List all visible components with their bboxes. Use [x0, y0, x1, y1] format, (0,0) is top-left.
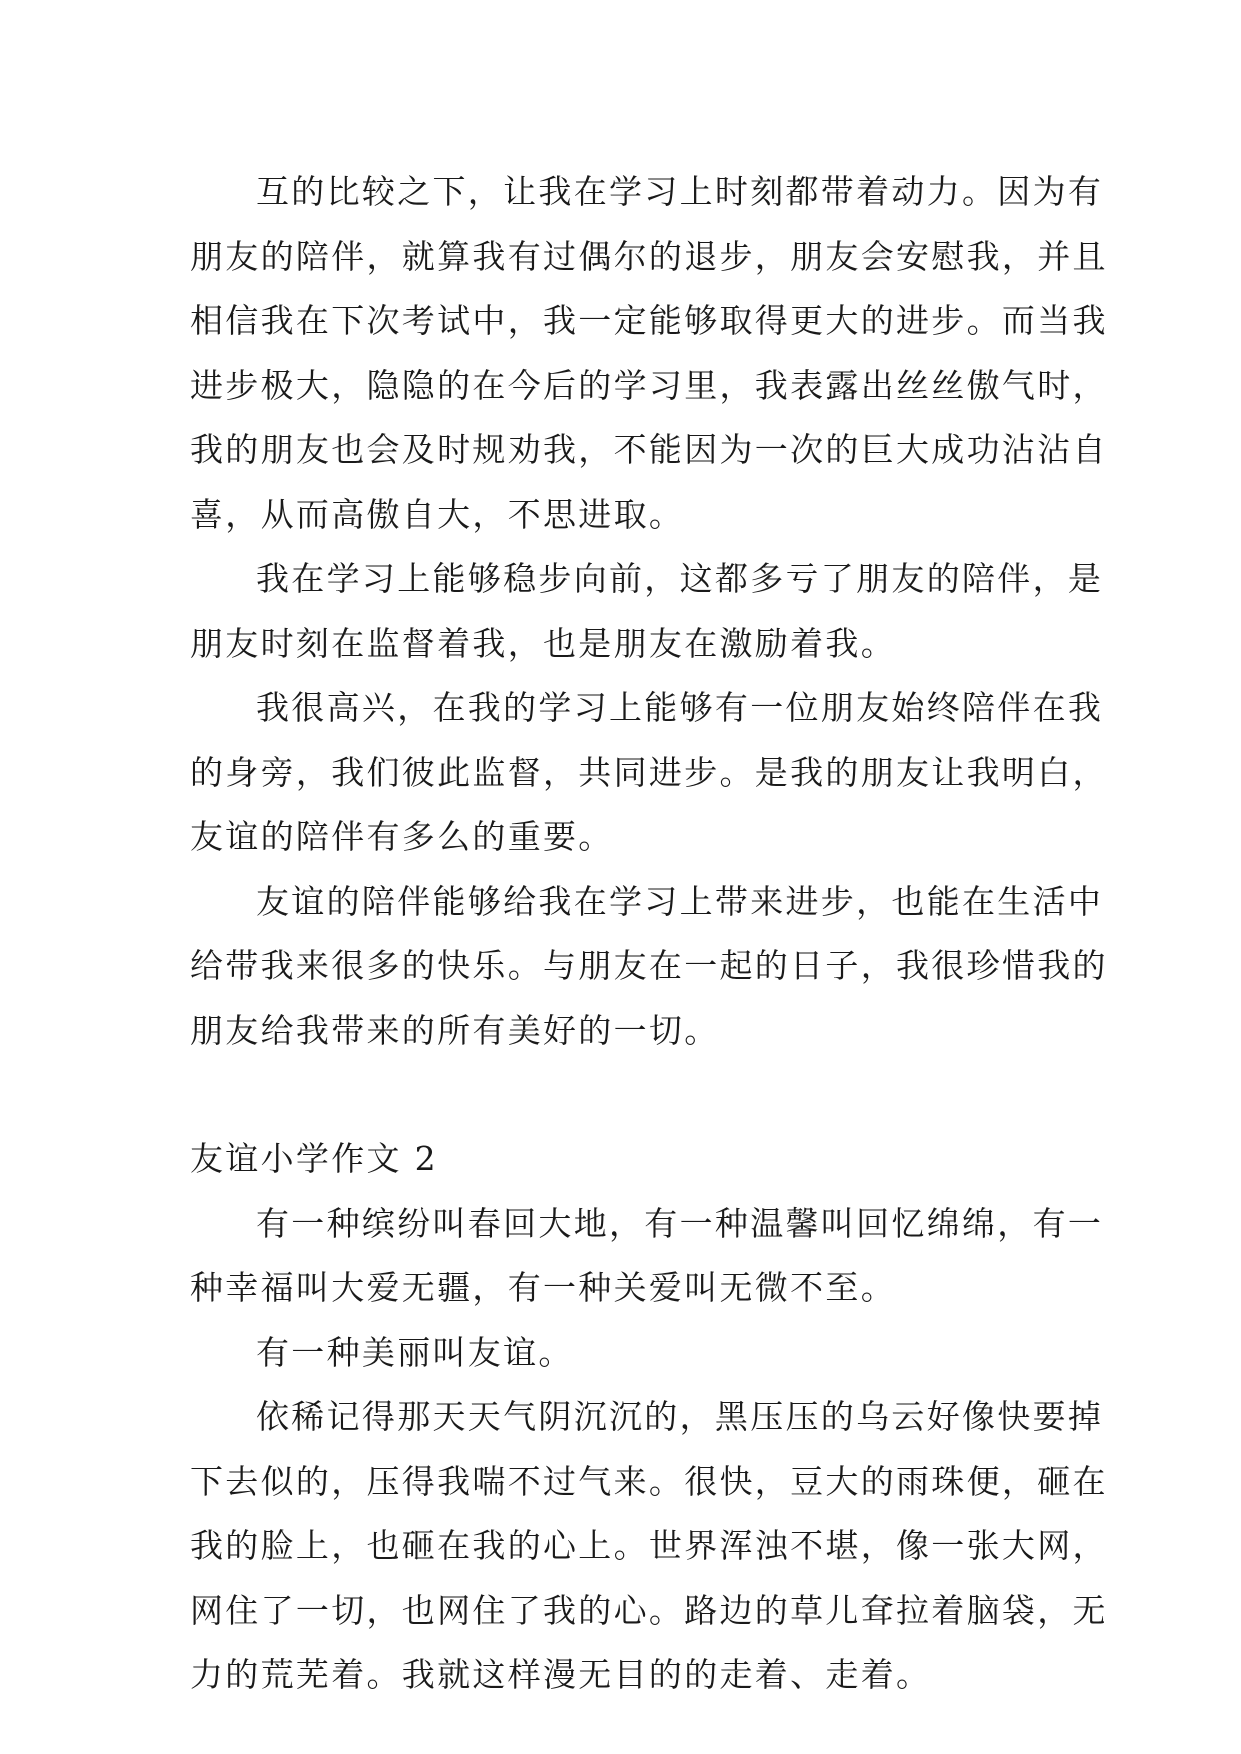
- text-line: 我很高兴，在我的学习上能够有一位朋友始终陪伴在我: [256, 688, 1104, 727]
- text-line: 种幸福叫大爱无疆，有一种关爱叫无微不至。: [190, 1268, 896, 1307]
- paragraph: [190, 870, 1108, 1064]
- text-line: 的身旁，我们彼此监督，共同进步。是我的朋友让我明白，: [190, 752, 1108, 792]
- paragraph: [190, 1321, 1056, 1386]
- text-line: 有一种美丽叫友谊。: [256, 1332, 574, 1372]
- text-line: 给带我来很多的快乐。与朋友在一起的日子，我很珍惜我的: [190, 946, 1108, 985]
- text-line: 有一种缤纷叫春回大地，有一种温馨叫回忆绵绵，有一: [256, 1203, 1104, 1243]
- text-line: 我的脸上，也砸在我的心上。世界浑浊不堪，像一张大网，: [190, 1526, 1108, 1565]
- text-line: 友谊的陪伴能够给我在学习上带来进步，也能在生活中: [256, 881, 1104, 921]
- text-line: 网住了一切，也网住了我的心。路边的草儿耷拉着脑袋，无: [190, 1590, 1108, 1630]
- text-line: 力的荒芜着。我就这样漫无目的的走着、走着。: [190, 1655, 932, 1694]
- text-line: 依稀记得那天天气阴沉沉的，黑压压的乌云好像快要掉: [256, 1397, 1104, 1436]
- paragraph: [190, 1385, 1108, 1708]
- paragraph: [190, 1192, 1104, 1321]
- document-body: [190, 160, 1108, 1708]
- text-line: 互的比较之下，让我在学习上时刻都带着动力。因为有: [256, 172, 1104, 211]
- text-line: 友谊的陪伴有多么的重要。: [190, 817, 614, 856]
- section-heading: 友谊小学作文 2: [190, 1139, 438, 1178]
- text-line: 我的朋友也会及时规劝我，不能因为一次的巨大成功沾沾自: [190, 430, 1108, 469]
- paragraph: [190, 547, 1104, 676]
- text-line: 朋友给我带来的所有美好的一切。: [190, 1010, 720, 1050]
- paragraph: [190, 160, 1108, 547]
- text-line: 我在学习上能够稳步向前，这都多亏了朋友的陪伴，是: [256, 559, 1104, 598]
- text-line: 下去似的，压得我喘不过气来。很快，豆大的雨珠便，砸在: [190, 1461, 1108, 1501]
- text-line: 朋友时刻在监督着我，也是朋友在激励着我。: [190, 623, 896, 663]
- text-line: 朋友的陪伴，就算我有过偶尔的退步，朋友会安慰我，并且: [190, 236, 1108, 276]
- text-line: 相信我在下次考试中，我一定能够取得更大的进步。而当我: [190, 301, 1108, 340]
- paragraph: [190, 676, 1108, 870]
- text-line: 进步极大，隐隐的在今后的学习里，我表露出丝丝傲气时，: [190, 365, 1108, 405]
- text-line: 喜，从而高傲自大，不思进取。: [190, 494, 685, 534]
